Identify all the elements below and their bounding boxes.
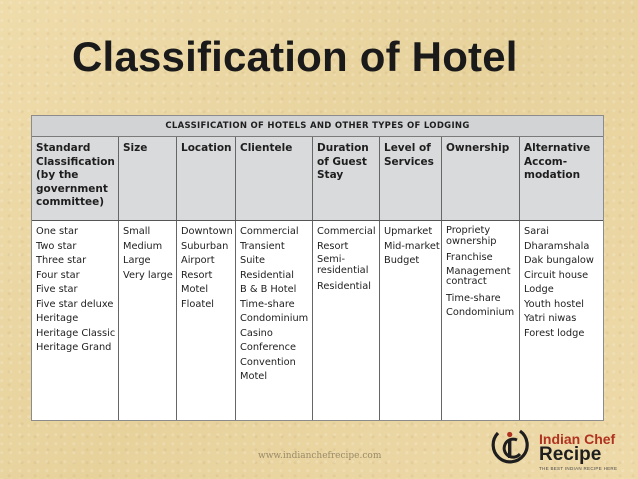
table-cell-item: Floatel [181, 298, 214, 310]
table-cell-item: Large [123, 255, 151, 266]
table-cell-item: Four star [36, 269, 80, 281]
table-cell-item: Sarai [524, 226, 549, 237]
chef-logo-icon [490, 428, 532, 470]
table-cell-item: Semi- residential [317, 254, 369, 276]
table-cell-item: Lodge [524, 284, 554, 295]
table-cell-item: Time-share [446, 292, 501, 304]
table-cell-item: Very large [123, 269, 173, 281]
table-cell-item: Airport [181, 255, 215, 266]
logo-line2: Recipe [539, 444, 602, 465]
table-cell-item: Medium [123, 240, 163, 252]
logo-line1: Indian Chef [539, 431, 616, 447]
table-cell-item: Dak bungalow [524, 255, 594, 266]
column-ownership [446, 225, 518, 321]
table-cell-item: Resort [181, 269, 213, 281]
table-cell-item: One star [36, 226, 79, 237]
table-cell-item: Conference [240, 342, 296, 353]
table-cell-item: Five star deluxe [36, 298, 114, 310]
classification-table [31, 115, 604, 421]
header-alternative-accommodation: Alternative Accom- modation [524, 142, 591, 181]
column-standard-classification [36, 225, 117, 356]
table-cell-item: Heritage Grand [36, 342, 112, 353]
table-cell-item: Mid-market [384, 240, 440, 252]
table-cell-item: Motel [181, 284, 209, 295]
header-level-of-services: Level of Services [384, 142, 434, 168]
table-cell-item: Commercial [317, 226, 376, 237]
table-cell-item: Youth hostel [524, 298, 584, 310]
header-size: Size [123, 142, 148, 154]
table-cell-item: Residential [240, 269, 294, 281]
table-cell-item: Forest lodge [524, 327, 585, 339]
column-duration-of-guest-stay [317, 225, 378, 295]
column-clientele [240, 225, 311, 385]
table-cell-item: Residential [317, 281, 371, 292]
table-cell-item: Heritage Classic [36, 327, 116, 339]
table-cell-item: Motel [240, 371, 268, 382]
header-ownership: Ownership [446, 142, 510, 154]
table-cell-item: Yatri niwas [524, 313, 577, 324]
table-cell-item: Three star [36, 255, 87, 266]
table-cell-item: B & B Hotel [240, 284, 297, 295]
table-cell-item: Management contract [446, 265, 511, 287]
header-standard-classification: Standard Classification (by the government committee) [36, 142, 115, 208]
table-caption: CLASSIFICATION OF HOTELS AND OTHER TYPES OF LODGING [32, 116, 603, 137]
table-cell-item: Suburban [181, 240, 229, 252]
logo-tagline: THE BEST INDIAN RECIPE HERE [539, 466, 618, 471]
header-clientele: Clientele [240, 142, 293, 154]
table-cell-item: Propriety ownership [446, 225, 497, 247]
column-level-of-services [384, 225, 440, 269]
table-cell-item: Condominium [240, 313, 309, 324]
footer-url: www.indianchefrecipe.com [258, 451, 382, 461]
header-location: Location [181, 142, 232, 154]
table-cell-item: Dharamshala [524, 240, 590, 252]
table-cell-item: Two star [36, 240, 77, 252]
table-cell-item: Budget [384, 255, 420, 266]
column-location [181, 225, 234, 312]
table-cell-item: Casino [240, 327, 273, 339]
table-cell-item: Upmarket [384, 226, 433, 237]
table-body-row [32, 221, 603, 420]
table-cell-item: Condominium [446, 307, 515, 318]
table-cell-item: Circuit house [524, 269, 589, 281]
table-cell-item: Commercial [240, 226, 299, 237]
column-size [123, 225, 175, 283]
table-cell-item: Convention [240, 356, 296, 368]
table-cell-item: Suite [240, 255, 266, 266]
column-alternative-accommodation [524, 225, 602, 341]
table-header-row [32, 137, 603, 221]
table-cell-item: Small [123, 226, 151, 237]
table-cell-item: Downtown [181, 226, 233, 237]
table-cell-item: Heritage [36, 313, 79, 324]
table-cell-item: Resort [317, 240, 349, 252]
header-duration-of-guest-stay: Duration of Guest Stay [317, 142, 369, 181]
table-cell-item: Transient [240, 240, 285, 252]
slide-title: Classification of Hotel [72, 33, 518, 80]
table-cell-item: Franchise [446, 252, 493, 263]
table-cell-item: Time-share [240, 298, 295, 310]
brand-logo [490, 428, 630, 474]
table-cell-item: Five star [36, 284, 78, 295]
